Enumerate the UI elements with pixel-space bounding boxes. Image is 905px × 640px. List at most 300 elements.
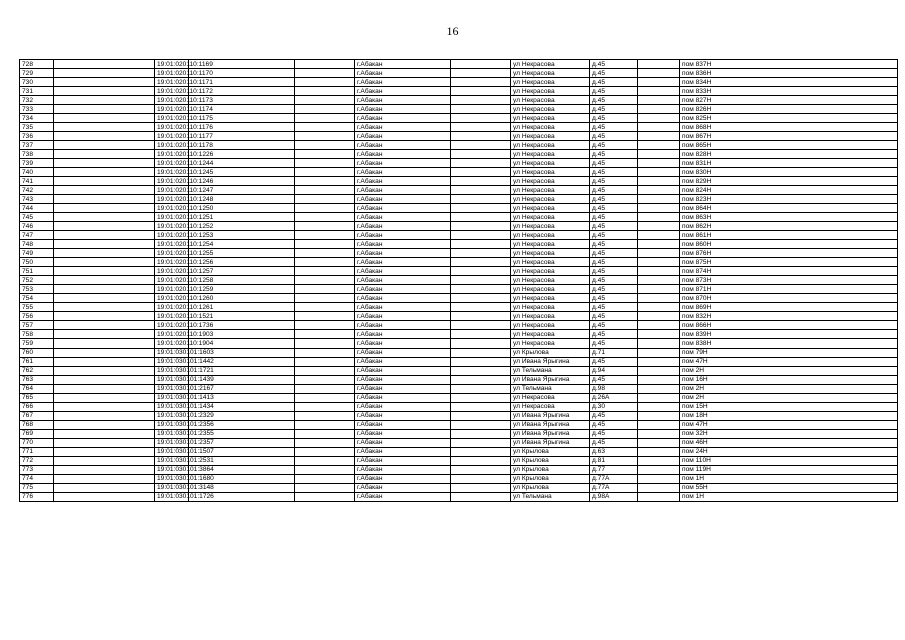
- city-cell: г.Абакан: [355, 186, 451, 195]
- city-cell: г.Абакан: [355, 294, 451, 303]
- house-cell: д.45: [590, 87, 638, 96]
- cadastral-number-cell: 19:01:020110:1244: [155, 159, 189, 168]
- table-row: [20, 492, 898, 501]
- house-cell: д.45: [590, 294, 638, 303]
- house-cell: д.45: [590, 249, 638, 258]
- premises-cell: пом 838Н: [680, 339, 898, 348]
- empty-cell: [54, 114, 155, 123]
- city-cell: г.Абакан: [355, 321, 451, 330]
- empty-cell: [451, 357, 511, 366]
- house-cell: д.45: [590, 69, 638, 78]
- city-cell: г.Абакан: [355, 384, 451, 393]
- city-cell: г.Абакан: [355, 96, 451, 105]
- empty-cell: [638, 204, 680, 213]
- premises-cell: пом 2Н: [680, 384, 898, 393]
- cadastral-number-cell: 19:01:030101:2531: [155, 456, 189, 465]
- empty-cell: [638, 258, 680, 267]
- empty-cell: [295, 276, 355, 285]
- table-row: [20, 267, 898, 276]
- city-cell: г.Абакан: [355, 402, 451, 411]
- row-number-cell: 767: [20, 411, 54, 420]
- house-cell: д.45: [590, 321, 638, 330]
- empty-cell: [451, 438, 511, 447]
- city-cell: г.Абакан: [355, 348, 451, 357]
- empty-cell: [638, 231, 680, 240]
- house-cell: д.45: [590, 168, 638, 177]
- city-cell: г.Абакан: [355, 150, 451, 159]
- street-cell: ул Некрасова: [511, 276, 590, 285]
- empty-cell: [638, 87, 680, 96]
- empty-cell: [451, 456, 511, 465]
- house-cell: д.45: [590, 276, 638, 285]
- row-number-cell: 750: [20, 258, 54, 267]
- cadastral-number-cell: 19:01:030101:1721: [155, 366, 189, 375]
- row-number-cell: 754: [20, 294, 54, 303]
- city-cell: г.Абакан: [355, 195, 451, 204]
- house-cell: д.45: [590, 240, 638, 249]
- city-cell: г.Абакан: [355, 204, 451, 213]
- empty-cell: [638, 438, 680, 447]
- empty-cell: [54, 132, 155, 141]
- city-cell: г.Абакан: [355, 249, 451, 258]
- table-row: [20, 69, 898, 78]
- row-number-cell: 772: [20, 456, 54, 465]
- street-cell: ул Некрасова: [511, 330, 590, 339]
- premises-cell: пом 871Н: [680, 285, 898, 294]
- premises-cell: пом 1Н: [680, 474, 898, 483]
- empty-cell: [295, 366, 355, 375]
- premises-cell: пом 868Н: [680, 123, 898, 132]
- table-row: [20, 393, 898, 402]
- street-cell: ул Некрасова: [511, 339, 590, 348]
- street-cell: ул Ивана Ярыгина: [511, 420, 590, 429]
- cadastral-number-cell: 19:01:020110:1253: [155, 231, 189, 240]
- house-cell: д.45: [590, 78, 638, 87]
- table-row: [20, 384, 898, 393]
- empty-cell: [54, 60, 155, 69]
- table-row: [20, 366, 898, 375]
- cadastral-number-cell: 19:01:030101:2167: [155, 384, 189, 393]
- empty-cell: [54, 402, 155, 411]
- empty-cell: [295, 483, 355, 492]
- empty-cell: [295, 96, 355, 105]
- city-cell: г.Абакан: [355, 429, 451, 438]
- empty-cell: [54, 357, 155, 366]
- street-cell: ул Некрасова: [511, 132, 590, 141]
- empty-cell: [295, 384, 355, 393]
- cadastral-number-cell: 19:01:020110:1248: [155, 195, 189, 204]
- table-row: [20, 204, 898, 213]
- row-number-cell: 739: [20, 159, 54, 168]
- premises-cell: пом 869Н: [680, 303, 898, 312]
- empty-cell: [54, 474, 155, 483]
- house-cell: д.45: [590, 267, 638, 276]
- row-number-cell: 771: [20, 447, 54, 456]
- empty-cell: [451, 258, 511, 267]
- table-row: [20, 429, 898, 438]
- city-cell: г.Абакан: [355, 231, 451, 240]
- house-cell: д.98А: [590, 492, 638, 501]
- empty-cell: [451, 69, 511, 78]
- empty-cell: [638, 213, 680, 222]
- empty-cell: [451, 375, 511, 384]
- premises-cell: пом 824Н: [680, 186, 898, 195]
- cadastral-number-cell: 19:01:020110:1173: [155, 96, 189, 105]
- street-cell: ул Некрасова: [511, 213, 590, 222]
- street-cell: ул Некрасова: [511, 249, 590, 258]
- street-cell: ул Тельмана: [511, 366, 590, 375]
- house-cell: д.45: [590, 375, 638, 384]
- city-cell: г.Абакан: [355, 222, 451, 231]
- street-cell: ул Некрасова: [511, 177, 590, 186]
- table-row: [20, 150, 898, 159]
- table-row: [20, 447, 898, 456]
- table-row: [20, 78, 898, 87]
- table-row: [20, 411, 898, 420]
- city-cell: г.Абакан: [355, 267, 451, 276]
- empty-cell: [295, 303, 355, 312]
- cadastral-number-cell: 19:01:030101:1680: [155, 474, 189, 483]
- cadastral-number-cell: 19:01:020110:1174: [155, 105, 189, 114]
- city-cell: г.Абакан: [355, 420, 451, 429]
- empty-cell: [451, 294, 511, 303]
- empty-cell: [451, 366, 511, 375]
- premises-cell: пом 837Н: [680, 60, 898, 69]
- empty-cell: [451, 276, 511, 285]
- empty-cell: [54, 168, 155, 177]
- table-row: [20, 321, 898, 330]
- empty-cell: [451, 348, 511, 357]
- row-number-cell: 743: [20, 195, 54, 204]
- empty-cell: [638, 303, 680, 312]
- row-number-cell: 752: [20, 276, 54, 285]
- empty-cell: [638, 465, 680, 474]
- city-cell: г.Абакан: [355, 357, 451, 366]
- table-row: [20, 60, 898, 69]
- empty-cell: [638, 411, 680, 420]
- cadastral-number-cell: 19:01:020110:1247: [155, 186, 189, 195]
- row-number-cell: 768: [20, 420, 54, 429]
- row-number-cell: 741: [20, 177, 54, 186]
- street-cell: ул Некрасова: [511, 402, 590, 411]
- empty-cell: [54, 96, 155, 105]
- empty-cell: [54, 456, 155, 465]
- house-cell: д.63: [590, 447, 638, 456]
- row-number-cell: 765: [20, 393, 54, 402]
- street-cell: ул Некрасова: [511, 168, 590, 177]
- empty-cell: [295, 249, 355, 258]
- premises-cell: пом 2Н: [680, 366, 898, 375]
- empty-cell: [638, 150, 680, 159]
- table-row: [20, 114, 898, 123]
- empty-cell: [295, 474, 355, 483]
- empty-cell: [295, 87, 355, 96]
- cadastral-number-cell: 19:01:030101:1434: [155, 402, 189, 411]
- empty-cell: [451, 384, 511, 393]
- empty-cell: [295, 357, 355, 366]
- cadastral-number-cell: 19:01:020110:1260: [155, 294, 189, 303]
- street-cell: ул Некрасова: [511, 240, 590, 249]
- empty-cell: [451, 177, 511, 186]
- cadastral-number-cell: 19:01:020110:1903: [155, 330, 189, 339]
- table-row: [20, 186, 898, 195]
- table-row: [20, 456, 898, 465]
- table-row: [20, 294, 898, 303]
- row-number-cell: 759: [20, 339, 54, 348]
- empty-cell: [54, 483, 155, 492]
- empty-cell: [54, 186, 155, 195]
- row-number-cell: 776: [20, 492, 54, 501]
- empty-cell: [638, 186, 680, 195]
- empty-cell: [54, 267, 155, 276]
- empty-cell: [451, 195, 511, 204]
- row-number-cell: 748: [20, 240, 54, 249]
- empty-cell: [54, 447, 155, 456]
- city-cell: г.Абакан: [355, 474, 451, 483]
- empty-cell: [54, 141, 155, 150]
- cadastral-number-cell: 19:01:030101:2357: [155, 438, 189, 447]
- empty-cell: [54, 240, 155, 249]
- row-number-cell: 729: [20, 69, 54, 78]
- empty-cell: [295, 393, 355, 402]
- street-cell: ул Крылова: [511, 447, 590, 456]
- premises-cell: пом 873Н: [680, 276, 898, 285]
- page-number: 16: [446, 24, 459, 38]
- empty-cell: [295, 330, 355, 339]
- empty-cell: [295, 429, 355, 438]
- cadastral-number-cell: 19:01:020110:1246: [155, 177, 189, 186]
- premises-cell: пом 864Н: [680, 204, 898, 213]
- table-row: [20, 474, 898, 483]
- row-number-cell: 766: [20, 402, 54, 411]
- street-cell: ул Некрасова: [511, 195, 590, 204]
- empty-cell: [295, 321, 355, 330]
- table-row: [20, 402, 898, 411]
- house-cell: д.45: [590, 339, 638, 348]
- table-row: [20, 96, 898, 105]
- premises-cell: пом 18Н: [680, 411, 898, 420]
- house-cell: д.26А: [590, 393, 638, 402]
- street-cell: ул Крылова: [511, 483, 590, 492]
- city-cell: г.Абакан: [355, 78, 451, 87]
- cadastral-number-cell: 19:01:030101:1413: [155, 393, 189, 402]
- premises-cell: пом 865Н: [680, 141, 898, 150]
- empty-cell: [54, 312, 155, 321]
- empty-cell: [451, 213, 511, 222]
- street-cell: ул Некрасова: [511, 393, 590, 402]
- table-row: [20, 141, 898, 150]
- table-row: [20, 249, 898, 258]
- empty-cell: [451, 231, 511, 240]
- house-cell: д.45: [590, 303, 638, 312]
- cadastral-number-cell: 19:01:030101:1726: [155, 492, 189, 501]
- premises-cell: пом 119Н: [680, 465, 898, 474]
- city-cell: г.Абакан: [355, 114, 451, 123]
- table-row: [20, 312, 898, 321]
- table-row: [20, 339, 898, 348]
- premises-cell: пом 1Н: [680, 492, 898, 501]
- empty-cell: [638, 78, 680, 87]
- empty-cell: [451, 402, 511, 411]
- empty-cell: [638, 294, 680, 303]
- empty-cell: [638, 249, 680, 258]
- empty-cell: [451, 483, 511, 492]
- empty-cell: [638, 222, 680, 231]
- empty-cell: [638, 105, 680, 114]
- house-cell: д.30: [590, 402, 638, 411]
- house-cell: д.45: [590, 312, 638, 321]
- premises-cell: пом 2Н: [680, 393, 898, 402]
- empty-cell: [295, 150, 355, 159]
- street-cell: ул Ивана Ярыгина: [511, 357, 590, 366]
- empty-cell: [638, 420, 680, 429]
- empty-cell: [638, 285, 680, 294]
- empty-cell: [638, 366, 680, 375]
- empty-cell: [638, 114, 680, 123]
- house-cell: д.45: [590, 195, 638, 204]
- house-cell: д.94: [590, 366, 638, 375]
- table-row: [20, 159, 898, 168]
- empty-cell: [638, 483, 680, 492]
- cadastral-number-cell: 19:01:020110:1521: [155, 312, 189, 321]
- cadastral-number-cell: 19:01:030101:2356: [155, 420, 189, 429]
- empty-cell: [451, 87, 511, 96]
- cadastral-number-cell: 19:01:020110:1257: [155, 267, 189, 276]
- street-cell: ул Тельмана: [511, 384, 590, 393]
- house-cell: д.45: [590, 258, 638, 267]
- empty-cell: [638, 168, 680, 177]
- table-row: [20, 276, 898, 285]
- empty-cell: [295, 141, 355, 150]
- city-cell: г.Абакан: [355, 177, 451, 186]
- house-cell: д.45: [590, 213, 638, 222]
- empty-cell: [54, 258, 155, 267]
- empty-cell: [54, 321, 155, 330]
- street-cell: ул Тельмана: [511, 492, 590, 501]
- empty-cell: [638, 429, 680, 438]
- empty-cell: [451, 168, 511, 177]
- row-number-cell: 728: [20, 60, 54, 69]
- empty-cell: [295, 204, 355, 213]
- empty-cell: [295, 60, 355, 69]
- premises-cell: пом 24Н: [680, 447, 898, 456]
- empty-cell: [451, 96, 511, 105]
- house-cell: д.45: [590, 285, 638, 294]
- house-cell: д.45: [590, 231, 638, 240]
- empty-cell: [54, 492, 155, 501]
- premises-cell: пом 47Н: [680, 357, 898, 366]
- city-cell: г.Абакан: [355, 105, 451, 114]
- house-cell: д.45: [590, 186, 638, 195]
- street-cell: ул Некрасова: [511, 186, 590, 195]
- empty-cell: [638, 132, 680, 141]
- premises-cell: пом 16Н: [680, 375, 898, 384]
- street-cell: ул Некрасова: [511, 294, 590, 303]
- empty-cell: [451, 330, 511, 339]
- street-cell: ул Некрасова: [511, 150, 590, 159]
- empty-cell: [638, 141, 680, 150]
- city-cell: г.Абакан: [355, 312, 451, 321]
- row-number-cell: 760: [20, 348, 54, 357]
- empty-cell: [451, 339, 511, 348]
- table-row: [20, 168, 898, 177]
- empty-cell: [451, 249, 511, 258]
- row-number-cell: 730: [20, 78, 54, 87]
- table-row: [20, 438, 898, 447]
- house-cell: д.45: [590, 429, 638, 438]
- house-cell: д.45: [590, 114, 638, 123]
- house-cell: д.81: [590, 456, 638, 465]
- house-cell: д.45: [590, 96, 638, 105]
- empty-cell: [295, 258, 355, 267]
- empty-cell: [638, 357, 680, 366]
- empty-cell: [54, 339, 155, 348]
- street-cell: ул Некрасова: [511, 60, 590, 69]
- empty-cell: [638, 177, 680, 186]
- empty-cell: [295, 69, 355, 78]
- table-row: [20, 420, 898, 429]
- table-row: [20, 222, 898, 231]
- empty-cell: [54, 123, 155, 132]
- empty-cell: [451, 393, 511, 402]
- row-number-cell: 756: [20, 312, 54, 321]
- cadastral-number-cell: 19:01:030101:1603: [155, 348, 189, 357]
- empty-cell: [295, 420, 355, 429]
- empty-cell: [451, 105, 511, 114]
- empty-cell: [54, 276, 155, 285]
- empty-cell: [638, 402, 680, 411]
- empty-cell: [451, 60, 511, 69]
- empty-cell: [295, 177, 355, 186]
- empty-cell: [451, 465, 511, 474]
- empty-cell: [638, 276, 680, 285]
- premises-cell: пом 830Н: [680, 168, 898, 177]
- premises-cell: пом 827Н: [680, 96, 898, 105]
- city-cell: г.Абакан: [355, 141, 451, 150]
- empty-cell: [54, 294, 155, 303]
- empty-cell: [295, 105, 355, 114]
- empty-cell: [451, 303, 511, 312]
- cadastral-number-cell: 19:01:020110:1255: [155, 249, 189, 258]
- empty-cell: [295, 402, 355, 411]
- empty-cell: [451, 312, 511, 321]
- table-row: [20, 483, 898, 492]
- row-number-cell: 749: [20, 249, 54, 258]
- empty-cell: [295, 447, 355, 456]
- empty-cell: [54, 249, 155, 258]
- premises-cell: пом 55Н: [680, 483, 898, 492]
- premises-cell: пом 866Н: [680, 321, 898, 330]
- street-cell: ул Некрасова: [511, 258, 590, 267]
- empty-cell: [295, 213, 355, 222]
- empty-cell: [54, 438, 155, 447]
- cadastral-number-cell: 19:01:030101:1439: [155, 375, 189, 384]
- table-row: [20, 375, 898, 384]
- cadastral-number-cell: 19:01:020110:1736: [155, 321, 189, 330]
- empty-cell: [451, 114, 511, 123]
- street-cell: ул Крылова: [511, 456, 590, 465]
- city-cell: г.Абакан: [355, 483, 451, 492]
- premises-cell: пом 875Н: [680, 258, 898, 267]
- cadastral-number-cell: 19:01:020110:1259: [155, 285, 189, 294]
- street-cell: ул Ивана Ярыгина: [511, 429, 590, 438]
- table-row: [20, 357, 898, 366]
- table-row: [20, 285, 898, 294]
- empty-cell: [54, 375, 155, 384]
- street-cell: ул Ивана Ярыгина: [511, 438, 590, 447]
- cadastral-number-cell: 19:01:020110:1226: [155, 150, 189, 159]
- city-cell: г.Абакан: [355, 159, 451, 168]
